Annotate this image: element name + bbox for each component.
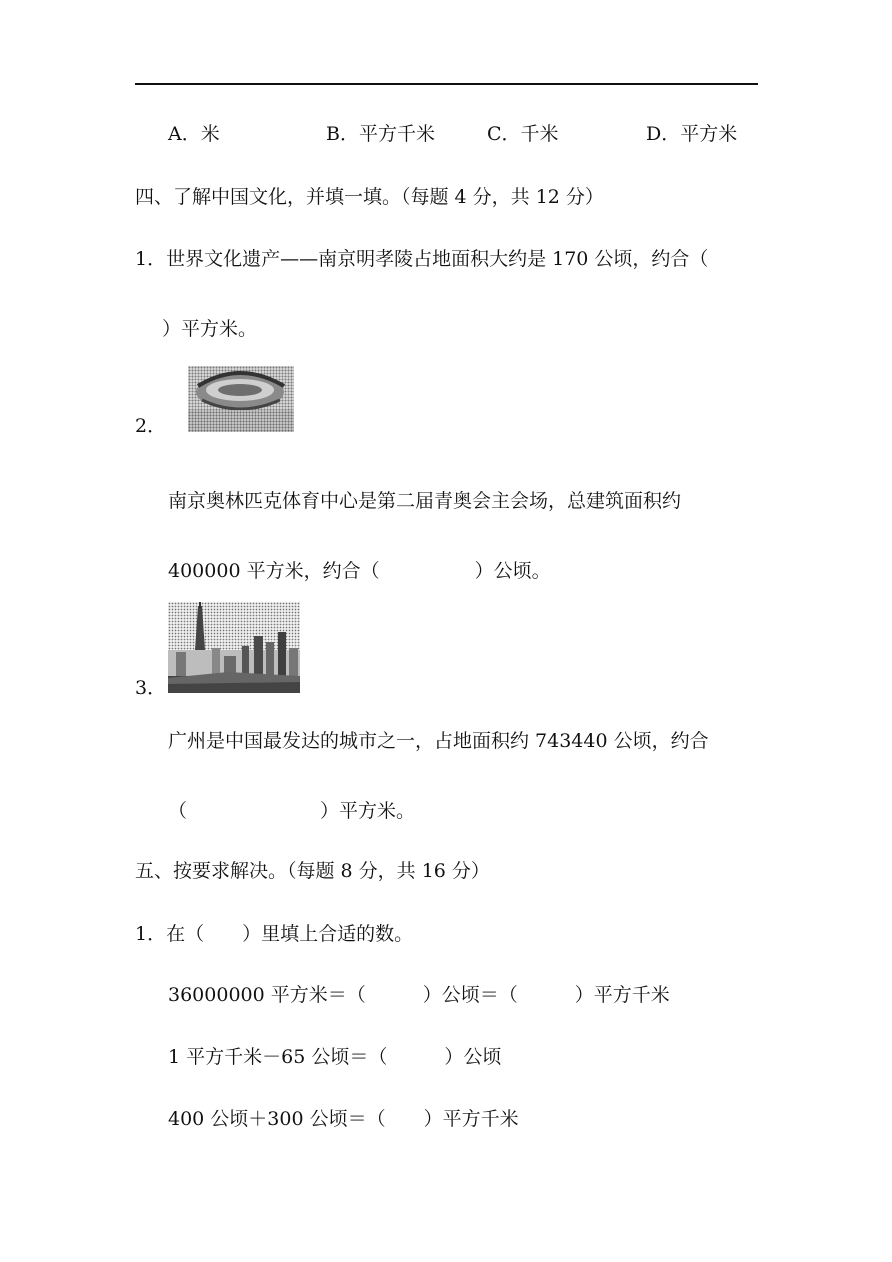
q4-3-line2: （ ）平方米。 xyxy=(168,800,416,822)
q5-1-equation-2: 1 平方千米－65 公顷＝（ ）公顷 xyxy=(168,1046,502,1068)
guangzhou-skyline-photo xyxy=(168,602,300,693)
option-b: B．平方千米 xyxy=(326,123,435,145)
q4-2-line1: 南京奥林匹克体育中心是第二届青奥会主会场，总建筑面积约 xyxy=(168,490,682,512)
stadium-photo xyxy=(188,366,294,432)
top-divider xyxy=(135,83,758,85)
q4-3-line1: 广州是中国最发达的城市之一，占地面积约 743440 公顷，约合 xyxy=(168,730,709,752)
q5-1-line: 1．在（ ）里填上合适的数。 xyxy=(135,923,414,945)
option-a: A．米 xyxy=(168,123,220,145)
q5-1-equation-1: 36000000 平方米＝（ ）公顷＝（ ）平方千米 xyxy=(168,984,670,1006)
option-d: D．平方米 xyxy=(646,123,738,145)
q5-1-equation-3: 400 公顷＋300 公顷＝（ ）平方千米 xyxy=(168,1108,519,1130)
q4-2-line2: 400000 平方米，约合（ ）公顷。 xyxy=(168,560,551,582)
q4-1-line2: ）平方米。 xyxy=(162,318,258,340)
section-4-heading: 四、了解中国文化，并填一填。（每题 4 分，共 12 分） xyxy=(135,186,604,208)
q4-3-number: 3． xyxy=(135,677,167,699)
option-c: C．千米 xyxy=(487,123,559,145)
q4-2-number: 2． xyxy=(135,415,167,437)
section-5-heading: 五、按要求解决。（每题 8 分，共 16 分） xyxy=(135,860,490,882)
q4-1-line1: 1．世界文化遗产——南京明孝陵占地面积大约是 170 公顷，约合（ xyxy=(135,248,709,270)
